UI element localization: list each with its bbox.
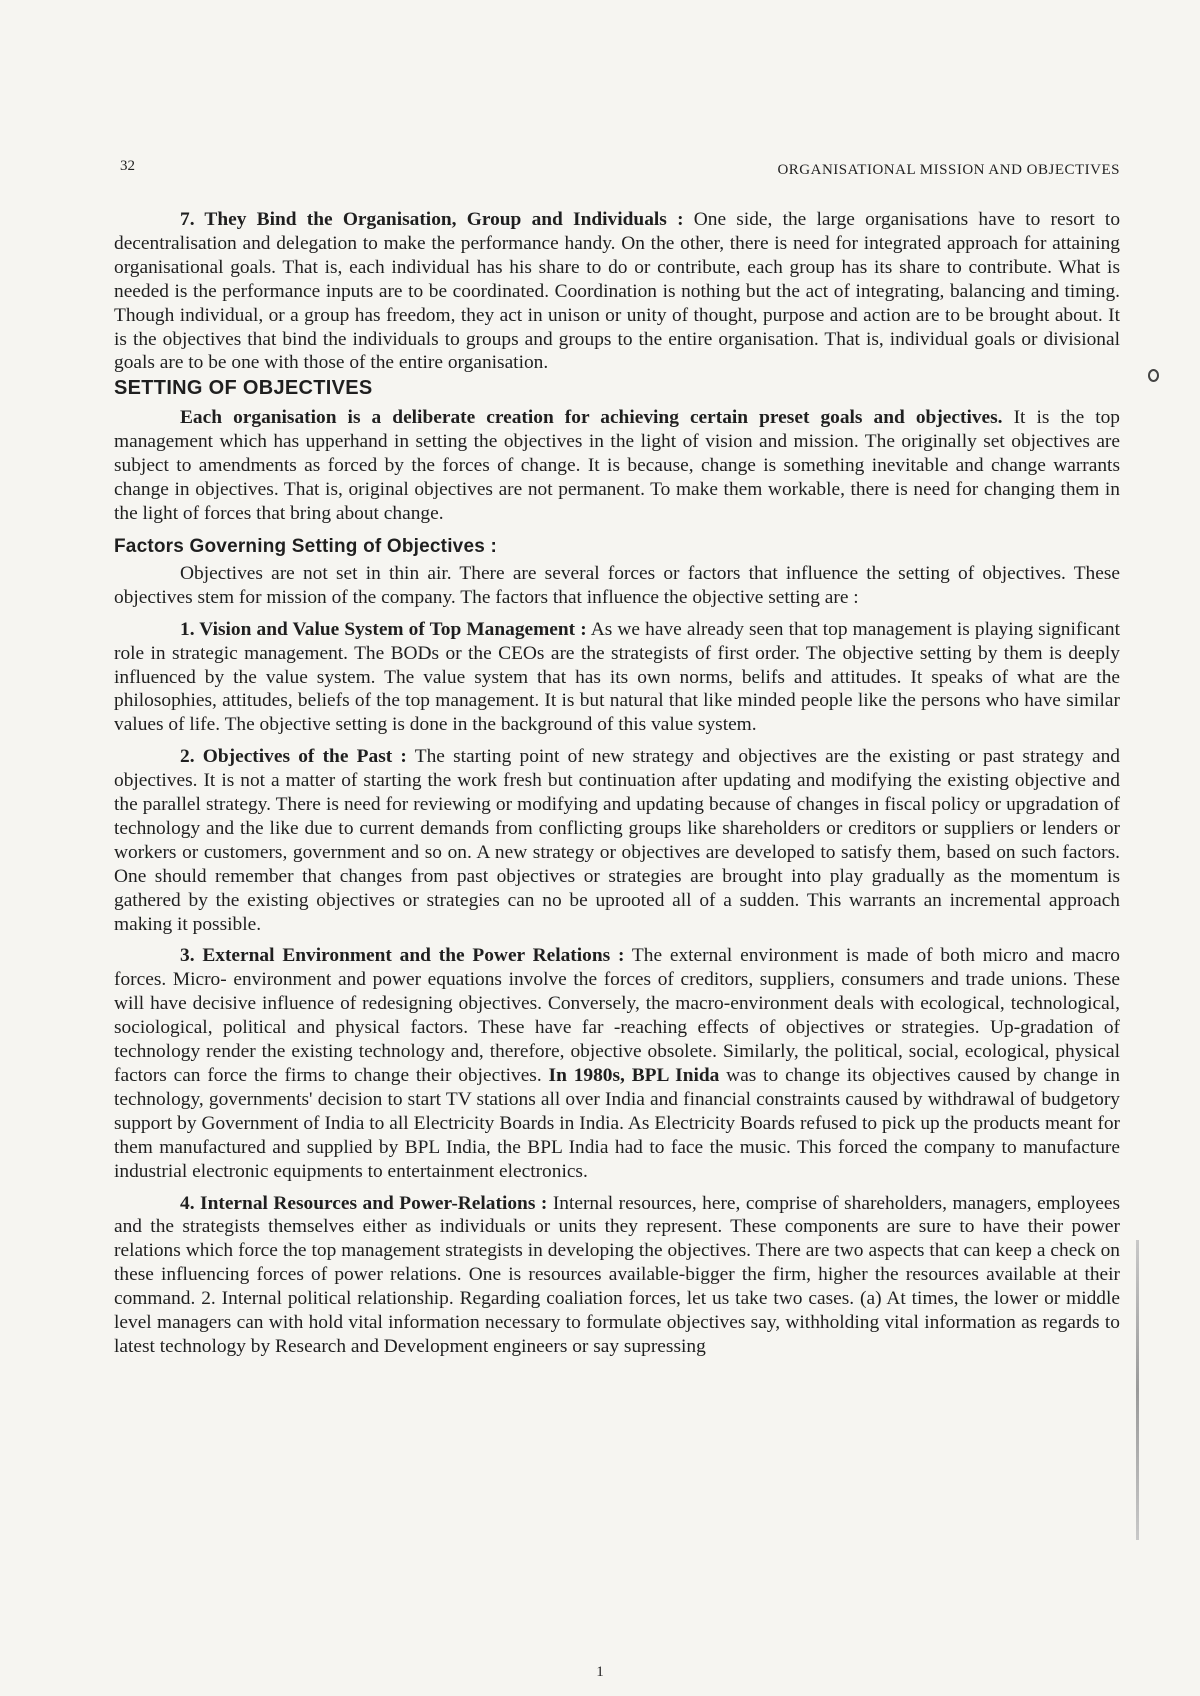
paragraph-factor-1 xyxy=(114,618,1120,738)
heading-factors: Factors Governing Setting of Objectives : xyxy=(114,535,497,557)
factor-3-text-b: was to change its objectives caused by change in technology, governments' decision to start TV stations all over India and financial constraints caused by withdrawal of budgetory support by Government of India to all Electricity Boards in India. As Electricity Boards refused to pick up the products meant for them manufactured and supplied by BPL India, the BPL India had to face the music. This forced the company to manufacture industrial electronic equipments to entertainment electronics. xyxy=(114,1065,1121,1182)
setting-lead: Each organisation is a deliberate creation for achieving certain preset goals and objectives. xyxy=(180,407,1003,429)
paragraph-setting xyxy=(114,406,1120,526)
paragraph-factor-2 xyxy=(114,745,1120,936)
paragraph-factors-intro: Objectives are not set in thin air. There are several forces or factors that influence the setting of objectives. These objectives stem for mission of the company. The factors that influence the objective setting are : xyxy=(114,562,1120,608)
page-edge-shadow xyxy=(1136,1240,1139,1540)
factor-3-bold: In 1980s, BPL Inida xyxy=(548,1065,720,1086)
factor-3-text-a: The external environment is made of both micro and macro forces. Micro- environment and power equations involve the forces of creditors, suppliers, consumers and trade unions. These will have decisive influence of redesigning objectives. Conversely, the macro-environment deals with ecological, technological, sociological, political and physical factors. These have far -reaching effects of objectives or strategies. Up-gradation of technology render the existing technology and, therefore, objective obsolete. Similarly, the political, social, ecological, physical factors can force the firms to change their objectives. xyxy=(114,945,1121,1086)
factor-3-lead: 3. External Environment and the Power Relations : xyxy=(180,945,625,967)
section-7-lead: 7. They Bind the Organisation, Group and Individuals : xyxy=(180,209,684,230)
setting-text: It is the top management which has upperhand in setting the objectives in the light of vision and mission. The originally set objectives are subject to amendments as forced by the forces of change. It is because, change is something inevitable and change warrants change in objectives. That is, original objectives are not permanent. To make them workable, there is need for changing them in the light of forces that bring about change. xyxy=(114,407,1120,524)
page-number: 32 xyxy=(120,158,135,174)
factor-1-lead: 1. Vision and Value System of Top Management : xyxy=(180,618,587,640)
factor-2-lead: 2. Objectives of the Past : xyxy=(180,746,407,768)
paragraph-section-7 xyxy=(114,208,1120,375)
paragraph-factor-4 xyxy=(114,1192,1120,1359)
factor-2-text: The starting point of new strategy and objectives are the existing or past strategy and objectives. It is not a matter of starting the work fresh but continuation after updating and modifying the existing objective and the parallel strategy. There is need for reviewing or modifying and updating because of changes in fiscal policy or upgradation of technology and the like due to current demands from conflicting groups like shareholders or creditors or suppliers or lenders or workers or customers, government and so on. A new strategy or objectives are developed to satisfy them, based on such factors. One should remember that changes from past objectives or strategies are brought into play gradually as the momentum is gathered by the existing objectives or strategies can no be uprooted all of a sudden. This warrants an incremental approach making it possible. xyxy=(114,746,1121,935)
heading-setting-of-objectives: SETTING OF OBJECTIVES xyxy=(114,377,373,400)
factor-1-text: As we have already seen that top management is playing significant role in strategic management. The BODs or the CEOs are the strategists of first order. The objective setting by them is deeply influenced by the value system. The value system that has its own norms, belifs and attitudes. It speaks of what are the philosophies, attitudes, beliefs of the top management. It is but natural that like minded people like the persons who have similar values of life. The objective setting is done in the background of this value system. xyxy=(114,618,1120,736)
page-body xyxy=(114,208,1120,1359)
factor-4-text: Internal resources, here, comprise of shareholders, managers, employees and the strategists themselves either as individuals or units they represent. These components are sure to have their power relations which force the top management strategists in developing the objectives. There are two aspects that can keep a check on these influencing forces of power relations. One is resources available-bigger the firm, higher the resources available at their command. 2. Internal political relationship. Regarding coaliation forces, let us take two cases. (a) At times, the lower or middle level managers can with hold vital information necessary to formulate objectives say, withholding vital information as regards to latest technology by Research and Development engineers or say supressing xyxy=(114,1192,1120,1357)
footer-page-number: 1 xyxy=(596,1664,604,1680)
section-7-text: One side, the large organisations have to resort to decentralisation and delegation to make the performance handy. On the other, there is need for integrated approach for attaining organisational goals. That is, each individual has his share to do or contribute, each group has its share to contribute. What is needed is the performance inputs are to be coordinated. Coordination is nothing but the act of integrating, balancing and timing. Though individual, or a group has freedom, they act in unison or unity of thought, purpose and action are to be brought about. It is the objectives that bind the individuals to groups and groups to the entire organisation. That is, individual goals or divisional goals are to be one with those of the entire organisation. xyxy=(114,209,1121,374)
paragraph-factor-3 xyxy=(114,944,1120,1183)
margin-mark xyxy=(1148,369,1159,382)
factor-4-lead: 4. Internal Resources and Power-Relations : xyxy=(180,1192,548,1214)
running-head: ORGANISATIONAL MISSION AND OBJECTIVES xyxy=(777,162,1120,178)
